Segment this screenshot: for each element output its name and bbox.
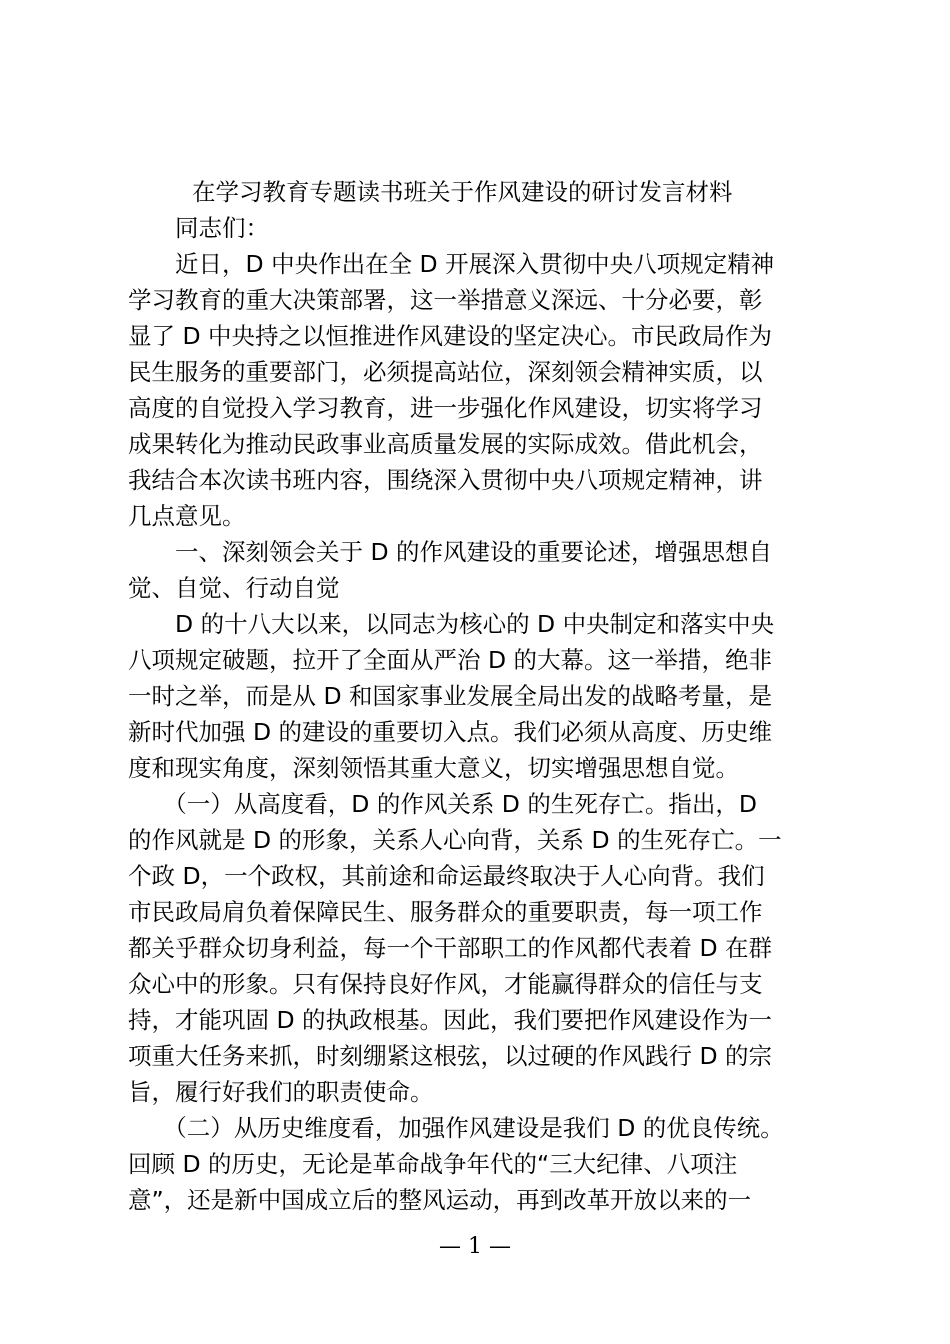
document-body — [128, 174, 832, 1218]
text-line: 几点意见。 — [128, 502, 246, 530]
text-line: 意”，还是新中国成立后的整风运动，再到改革开放以来的一 — [128, 1186, 752, 1214]
text-line: 项重大任务来抓，时刻绷紧这根弦，以过硬的作风践行 D 的宗 — [128, 1042, 773, 1070]
text-line: 我结合本次读书班内容，围绕深入贯彻中央八项规定精神，讲 — [128, 466, 763, 494]
text-line: 持，才能巩固 D 的执政根基。因此，我们要把作风建设作为一 — [128, 1006, 773, 1034]
document-paragraphs — [128, 210, 832, 1218]
text-line: D 的十八大以来，以同志为核心的 D 中央制定和落实中央 — [128, 610, 775, 638]
text-line: 近日，D 中央作出在全 D 开展深入贯彻中央八项规定精神 — [128, 250, 775, 278]
page-number: — 1 — — [439, 1234, 511, 1259]
document-title: 在学习教育专题读书班关于作风建设的研讨发言材料 — [192, 178, 733, 206]
text-line: （一）从高度看，D 的作风关系 D 的生死存亡。指出，D — [128, 790, 757, 818]
text-line: 显了 D 中央持之以恒推进作风建设的坚定决心。市民政局作为 — [128, 322, 773, 350]
text-line: 新时代加强 D 的建设的重要切入点。我们必须从高度、历史维 — [128, 718, 773, 746]
text-line: 学习教育的重大决策部署，这一举措意义深远、十分必要，彰 — [128, 286, 763, 314]
text-line: 八项规定破题，拉开了全面从严治 D 的大幕。这一举措，绝非 — [128, 646, 773, 674]
text-line: 民生服务的重要部门，必须提高站位，深刻领会精神实质，以 — [128, 358, 763, 386]
text-line: 众心中的形象。只有保持良好作风，才能赢得群众的信任与支 — [128, 970, 763, 998]
text-line: 觉、自觉、行动自觉 — [128, 574, 340, 602]
text-line: 都关乎群众切身利益，每一个干部职工的作风都代表着 D 在群 — [128, 934, 773, 962]
text-line: 成果转化为推动民政事业高质量发展的实际成效。借此机会， — [128, 430, 763, 458]
text-line: 个政 D，一个政权，其前途和命运最终取决于人心向背。我们 — [128, 862, 765, 890]
text-line: 度和现实角度，深刻领悟其重大意义，切实增强思想自觉。 — [128, 754, 739, 782]
text-line: 市民政局肩负着保障民生、服务群众的重要职责，每一项工作 — [128, 898, 763, 926]
text-line: 的作风就是 D 的形象，关系人心向背，关系 D 的生死存亡。一 — [128, 826, 782, 854]
text-line: 一、深刻领会关于 D 的作风建设的重要论述，增强思想自 — [128, 538, 773, 566]
text-line: 回顾 D 的历史，无论是革命战争年代的“三大纪律、八项注 — [128, 1150, 738, 1178]
text-line: 高度的自觉投入学习教育，进一步强化作风建设，切实将学习 — [128, 394, 763, 422]
text-line: 一时之举，而是从 D 和国家事业发展全局出发的战略考量，是 — [128, 682, 773, 710]
text-line: 旨，履行好我们的职责使命。 — [128, 1078, 434, 1106]
text-line: 同志们： — [128, 214, 269, 242]
text-line: （二）从历史维度看，加强作风建设是我们 D 的优良传统。 — [128, 1114, 784, 1142]
